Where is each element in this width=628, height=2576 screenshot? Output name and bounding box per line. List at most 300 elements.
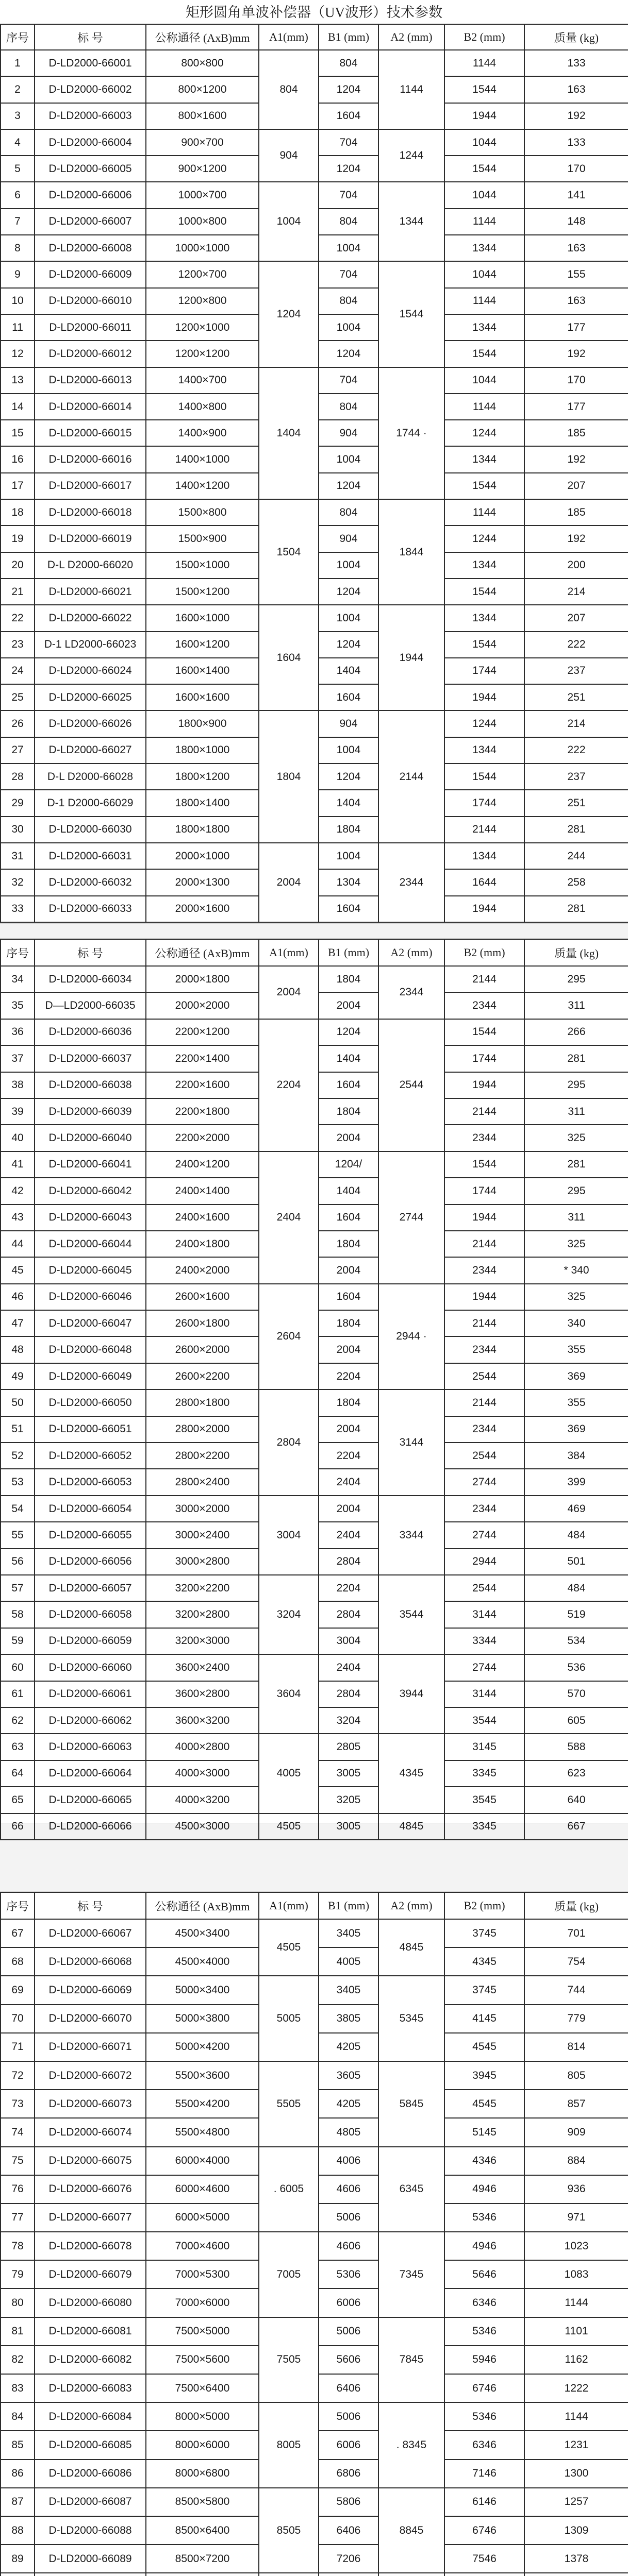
- cell-nominal: 800×1600: [146, 103, 259, 129]
- cell-nominal: 2200×1400: [146, 1045, 259, 1072]
- cell-std: [35, 2573, 146, 2576]
- cell-no: 35: [1, 992, 35, 1019]
- cell-b1: 804: [319, 209, 378, 235]
- cell-b1: 1804: [319, 966, 378, 992]
- cell-b1: 3405: [319, 1976, 378, 2004]
- cell-b1: 1804: [319, 1389, 378, 1416]
- cell-nominal: 5500×4800: [146, 2118, 259, 2146]
- cell-no: 24: [1, 658, 35, 684]
- cell-nominal: 1200×1200: [146, 341, 259, 367]
- cell-nominal: 1400×700: [146, 367, 259, 394]
- cell-b2: 1744: [444, 790, 524, 816]
- cell-mass: 311: [524, 1205, 628, 1231]
- table-row: [1, 2488, 628, 2516]
- cell-a1: 2404: [259, 1151, 319, 1284]
- cell-b1: 1804: [319, 1310, 378, 1336]
- cell-no: 65: [1, 1787, 35, 1813]
- cell-std: D-LD2000-66057: [35, 1575, 146, 1601]
- cell-nominal: 3200×2200: [146, 1575, 259, 1601]
- cell-b1: 6006: [319, 2289, 378, 2317]
- cell-b1: 1004: [319, 605, 378, 631]
- cell-mass: 519: [524, 1601, 628, 1628]
- cell-mass: * 340: [524, 1257, 628, 1283]
- cell-b1: 3805: [319, 2005, 378, 2033]
- cell-b2: 3345: [444, 1814, 524, 1840]
- cell-b1: 5606: [319, 2346, 378, 2374]
- cell-nominal: 900×1200: [146, 156, 259, 182]
- cell-nominal: 8500×6400: [146, 2516, 259, 2545]
- cell-nominal: 7500×5000: [146, 2317, 259, 2346]
- cell-a2: 1944: [378, 605, 444, 710]
- cell-std: D-LD2000-66061: [35, 1681, 146, 1707]
- cell-std: D-LD2000-66021: [35, 579, 146, 605]
- cell-std: D-LD2000-66083: [35, 2374, 146, 2402]
- cell-a2: 2344: [378, 966, 444, 1019]
- cell-no: 26: [1, 710, 35, 737]
- table-row: [1, 1814, 628, 1840]
- cell-std: D-LD2000-66045: [35, 1257, 146, 1283]
- cell-nominal: 4000×3000: [146, 1760, 259, 1787]
- cell-b2: 3945: [444, 2061, 524, 2090]
- cell-b1: 1804: [319, 817, 378, 843]
- cell-b1: [319, 2573, 378, 2576]
- table-row: [1, 966, 628, 992]
- table-row: [1, 2317, 628, 2346]
- cell-mass: 623: [524, 1760, 628, 1787]
- cell-a1: 3004: [259, 1496, 319, 1575]
- cell-no: 86: [1, 2460, 35, 2488]
- cell-std: D-LD2000-66056: [35, 1549, 146, 1575]
- cell-std: D-LD2000-66008: [35, 235, 146, 261]
- cell-b2: 1144: [444, 50, 524, 76]
- cell-b1: 1204/: [319, 1151, 378, 1178]
- cell-b2: 5646: [444, 2260, 524, 2289]
- cell-b1: 6406: [319, 2516, 378, 2545]
- cell-b2: 3144: [444, 1601, 524, 1628]
- cell-mass: 1023: [524, 2232, 628, 2260]
- cell-a2: 2944 ·: [378, 1284, 444, 1390]
- cell-a2: 4345: [378, 1734, 444, 1813]
- cell-a1: 1404: [259, 367, 319, 499]
- cell-mass: 779: [524, 2005, 628, 2033]
- cell-b1: 1204: [319, 1019, 378, 1045]
- cell-b2: 2544: [444, 1363, 524, 1389]
- cell-std: D-LD2000-66019: [35, 526, 146, 552]
- cell-mass: 192: [524, 103, 628, 129]
- cell-std: D-LD2000-66076: [35, 2175, 146, 2204]
- cell-no: 62: [1, 1707, 35, 1734]
- cell-no: 76: [1, 2175, 35, 2204]
- cell-mass: 266: [524, 1019, 628, 1045]
- cell-b1: 3004: [319, 1628, 378, 1654]
- cell-std: D-LD2000-66006: [35, 182, 146, 208]
- cell-std: D-LD2000-66032: [35, 869, 146, 895]
- parameter-table: [0, 24, 628, 923]
- cell-b1: 1204: [319, 579, 378, 605]
- cell-b1: 1004: [319, 737, 378, 764]
- cell-b1: 704: [319, 367, 378, 394]
- cell-b1: 704: [319, 182, 378, 208]
- cell-no: 60: [1, 1654, 35, 1681]
- cell-mass: 534: [524, 1628, 628, 1654]
- cell-b1: 2004: [319, 1125, 378, 1151]
- cell-no: 74: [1, 2118, 35, 2146]
- cell-mass: 501: [524, 1549, 628, 1575]
- cell-std: D-LD2000-66024: [35, 658, 146, 684]
- cell-b2: 2344: [444, 992, 524, 1019]
- cell-b1: 2004: [319, 1416, 378, 1443]
- cell-b2: 1544: [444, 473, 524, 499]
- cell-nominal: 1000×800: [146, 209, 259, 235]
- cell-nominal: 2000×1600: [146, 896, 259, 922]
- cell-std: D-1 LD2000-66023: [35, 632, 146, 658]
- table-row: [1, 605, 628, 631]
- cell-no: [1, 2573, 35, 2576]
- cell-no: 37: [1, 1045, 35, 1072]
- cell-std: D-LD2000-66031: [35, 843, 146, 869]
- cell-std: D-LD2000-66043: [35, 1205, 146, 1231]
- cell-a2: [378, 2573, 444, 2576]
- cell-mass: 1101: [524, 2317, 628, 2346]
- header-mass: 质量 (kg): [524, 939, 628, 966]
- cell-b2: 2144: [444, 1310, 524, 1336]
- cell-b1: 1004: [319, 446, 378, 472]
- cell-b2: 4345: [444, 1947, 524, 1976]
- cell-std: D-LD2000-66018: [35, 499, 146, 526]
- cell-no: 28: [1, 764, 35, 790]
- cell-mass: 192: [524, 446, 628, 472]
- cell-std: D-LD2000-66038: [35, 1072, 146, 1098]
- cell-b1: 1304: [319, 869, 378, 895]
- cell-nominal: 2200×1600: [146, 1072, 259, 1098]
- header-nominal: 公称通径 (AxB)mm: [146, 1892, 259, 1919]
- cell-std: D-LD2000-66060: [35, 1654, 146, 1681]
- cell-no: 59: [1, 1628, 35, 1654]
- cell-nominal: 1400×900: [146, 420, 259, 446]
- cell-mass: 148: [524, 209, 628, 235]
- cell-std: D-LD2000-66042: [35, 1178, 146, 1204]
- cell-nominal: 2800×2400: [146, 1469, 259, 1495]
- cell-b1: 2804: [319, 1681, 378, 1707]
- cell-b2: 6346: [444, 2289, 524, 2317]
- cell-no: 81: [1, 2317, 35, 2346]
- table-row: [1, 499, 628, 526]
- cell-b2: 5346: [444, 2402, 524, 2431]
- cell-b2: 1944: [444, 1205, 524, 1231]
- cell-a2: 1344: [378, 182, 444, 261]
- cell-no: 83: [1, 2374, 35, 2402]
- cell-nominal: 2600×1600: [146, 1284, 259, 1310]
- cell-b1: 904: [319, 420, 378, 446]
- cell-no: 71: [1, 2033, 35, 2061]
- cell-std: D—LD2000-66035: [35, 992, 146, 1019]
- cell-std: D-LD2000-66030: [35, 817, 146, 843]
- cell-std: D-LD2000-66033: [35, 896, 146, 922]
- cell-nominal: 1000×1000: [146, 235, 259, 261]
- cell-nominal: 1600×1400: [146, 658, 259, 684]
- cell-no: 53: [1, 1469, 35, 1495]
- cell-a1: [259, 2573, 319, 2576]
- cell-std: D-LD2000-66089: [35, 2545, 146, 2573]
- cell-b2: 7546: [444, 2545, 524, 2573]
- cell-b2: 1344: [444, 843, 524, 869]
- parameter-table: [0, 1892, 628, 2576]
- cell-b2: 1744: [444, 658, 524, 684]
- cell-nominal: 2600×2000: [146, 1336, 259, 1363]
- cell-no: 8: [1, 235, 35, 261]
- cell-a1: 2204: [259, 1019, 319, 1151]
- cell-a1: 1604: [259, 605, 319, 710]
- cell-no: 25: [1, 684, 35, 710]
- cell-mass: 605: [524, 1707, 628, 1734]
- cell-b2: 1544: [444, 1151, 524, 1178]
- table-row: [1, 843, 628, 869]
- cell-nominal: 4500×4000: [146, 1947, 259, 1976]
- cell-std: D-LD2000-66062: [35, 1707, 146, 1734]
- cell-mass: 1378: [524, 2545, 628, 2573]
- cell-no: 55: [1, 1522, 35, 1548]
- cell-a1: 3204: [259, 1575, 319, 1654]
- cell-b2: 1144: [444, 394, 524, 420]
- cell-std: D-LD2000-66034: [35, 966, 146, 992]
- cell-b1: 1404: [319, 1045, 378, 1072]
- cell-std: D-LD2000-66027: [35, 737, 146, 764]
- cell-nominal: 5500×3600: [146, 2061, 259, 2090]
- cell-a2: 3344: [378, 1496, 444, 1575]
- table-row: [1, 1575, 628, 1601]
- cell-mass: 936: [524, 2175, 628, 2204]
- table-row: [1, 261, 628, 287]
- cell-mass: 222: [524, 737, 628, 764]
- cell-b1: 2004: [319, 1496, 378, 1522]
- cell-std: D-LD2000-66002: [35, 76, 146, 103]
- header-std: 标 号: [35, 24, 146, 50]
- cell-mass: 325: [524, 1231, 628, 1257]
- cell-a2: 1144: [378, 50, 444, 129]
- cell-std: D-LD2000-66026: [35, 710, 146, 737]
- cell-a1: 1804: [259, 710, 319, 842]
- cell-mass: 133: [524, 50, 628, 76]
- cell-a2: 5345: [378, 1976, 444, 2061]
- cell-b2: 1144: [444, 499, 524, 526]
- cell-b2: 5946: [444, 2346, 524, 2374]
- table-row: [1, 2147, 628, 2175]
- cell-b1: 1204: [319, 764, 378, 790]
- cell-nominal: 8500×7200: [146, 2545, 259, 2573]
- cell-b1: 804: [319, 499, 378, 526]
- cell-mass: 588: [524, 1734, 628, 1760]
- cell-mass: 251: [524, 684, 628, 710]
- table-row: [1, 1284, 628, 1310]
- cell-b1: 4606: [319, 2232, 378, 2260]
- cell-b1: 5806: [319, 2488, 378, 2516]
- cell-no: 67: [1, 1919, 35, 1947]
- cell-mass: 325: [524, 1284, 628, 1310]
- cell-b2: 1544: [444, 632, 524, 658]
- cell-b1: 1204: [319, 156, 378, 182]
- cell-nominal: 5000×3400: [146, 1976, 259, 2004]
- cell-std: D-LD2000-66087: [35, 2488, 146, 2516]
- cell-b2: 1544: [444, 1019, 524, 1045]
- cell-nominal: 1600×1600: [146, 684, 259, 710]
- cell-no: 39: [1, 1098, 35, 1125]
- table-row: [1, 1496, 628, 1522]
- cell-no: 48: [1, 1336, 35, 1363]
- cell-b2: 2144: [444, 1389, 524, 1416]
- cell-b2: 4545: [444, 2033, 524, 2061]
- cell-std: D-LD2000-66086: [35, 2460, 146, 2488]
- cell-b1: 4005: [319, 1947, 378, 1976]
- cell-b2: 2144: [444, 1231, 524, 1257]
- cell-nominal: 8000×6800: [146, 2460, 259, 2488]
- cell-a2: 1844: [378, 499, 444, 605]
- cell-a2: 2144: [378, 710, 444, 842]
- cell-no: 78: [1, 2232, 35, 2260]
- table-row: [1, 1019, 628, 1045]
- cell-std: D-LD2000-66013: [35, 367, 146, 394]
- cell-b2: 1644: [444, 869, 524, 895]
- cell-mass: 399: [524, 1469, 628, 1495]
- cell-mass: 222: [524, 632, 628, 658]
- cell-no: 6: [1, 182, 35, 208]
- cell-std: D-LD2000-66058: [35, 1601, 146, 1628]
- cell-no: 36: [1, 1019, 35, 1045]
- cell-nominal: 2000×1800: [146, 966, 259, 992]
- cell-nominal: 800×1200: [146, 76, 259, 103]
- cell-nominal: 3200×2800: [146, 1601, 259, 1628]
- table-row: [1, 1654, 628, 1681]
- cell-mass: 281: [524, 896, 628, 922]
- cell-a2: 5845: [378, 2061, 444, 2147]
- cell-nominal: 1200×700: [146, 261, 259, 287]
- cell-nominal: 1500×900: [146, 526, 259, 552]
- cell-no: 2: [1, 76, 35, 103]
- cell-nominal: 2400×1400: [146, 1178, 259, 1204]
- cell-b2: 1544: [444, 579, 524, 605]
- cell-b2: 2344: [444, 1496, 524, 1522]
- cell-a1: 4505: [259, 1814, 319, 1840]
- cell-b1: 1604: [319, 896, 378, 922]
- cell-nominal: 4500×3400: [146, 1919, 259, 1947]
- cell-no: 5: [1, 156, 35, 182]
- cell-nominal: 2000×1000: [146, 843, 259, 869]
- cell-std: D-LD2000-66014: [35, 394, 146, 420]
- cell-nominal: 3000×2000: [146, 1496, 259, 1522]
- cell-std: D-LD2000-66047: [35, 1310, 146, 1336]
- cell-nominal: 7000×4600: [146, 2232, 259, 2260]
- cell-std: D-LD2000-66009: [35, 261, 146, 287]
- cell-b2: 3145: [444, 1734, 524, 1760]
- cell-mass: 281: [524, 1151, 628, 1178]
- cell-std: D-LD2000-66073: [35, 2090, 146, 2118]
- cell-nominal: 2200×1200: [146, 1019, 259, 1045]
- cell-b1: 904: [319, 526, 378, 552]
- cell-std: D-LD2000-66025: [35, 684, 146, 710]
- cell-nominal: 7500×6400: [146, 2374, 259, 2402]
- header-a1: A1(mm): [259, 1892, 319, 1919]
- cell-a2: 3944: [378, 1654, 444, 1734]
- cell-std: D-LD2000-66050: [35, 1389, 146, 1416]
- cell-mass: 1144: [524, 2402, 628, 2431]
- cell-b2: 7146: [444, 2460, 524, 2488]
- cell-mass: 155: [524, 261, 628, 287]
- cell-nominal: 1200×800: [146, 288, 259, 314]
- cell-no: 27: [1, 737, 35, 764]
- cell-mass: 484: [524, 1575, 628, 1601]
- cell-std: D-LD2000-66084: [35, 2402, 146, 2431]
- cell-no: 41: [1, 1151, 35, 1178]
- cell-no: 12: [1, 341, 35, 367]
- header-nominal: 公称通径 (AxB)mm: [146, 939, 259, 966]
- cell-b2: 1944: [444, 684, 524, 710]
- cell-std: D-LD2000-66051: [35, 1416, 146, 1443]
- cell-a1: 2004: [259, 843, 319, 922]
- cell-b1: 1404: [319, 658, 378, 684]
- cell-b1: 3005: [319, 1814, 378, 1840]
- cell-no: 16: [1, 446, 35, 472]
- cell-no: 87: [1, 2488, 35, 2516]
- cell-no: 42: [1, 1178, 35, 1204]
- cell-b2: 1344: [444, 446, 524, 472]
- cell-no: 3: [1, 103, 35, 129]
- cell-no: 43: [1, 1205, 35, 1231]
- cell-no: 82: [1, 2346, 35, 2374]
- cell-mass: 1231: [524, 2431, 628, 2459]
- cell-nominal: 1500×800: [146, 499, 259, 526]
- cell-mass: 805: [524, 2061, 628, 2090]
- cell-b1: 1804: [319, 1231, 378, 1257]
- cell-mass: 295: [524, 1072, 628, 1098]
- cell-b1: 2404: [319, 1522, 378, 1548]
- cell-nominal: 6000×4600: [146, 2175, 259, 2204]
- cell-b1: 1004: [319, 314, 378, 341]
- cell-no: 32: [1, 869, 35, 895]
- cell-no: 73: [1, 2090, 35, 2118]
- cell-std: D-LD2000-66049: [35, 1363, 146, 1389]
- cell-nominal: 5500×4200: [146, 2090, 259, 2118]
- cell-mass: 701: [524, 1919, 628, 1947]
- cell-mass: 1257: [524, 2488, 628, 2516]
- cell-nominal: 2600×2200: [146, 1363, 259, 1389]
- cell-b1: 3405: [319, 1919, 378, 1947]
- cell-b2: 2744: [444, 1654, 524, 1681]
- cell-a1: 8505: [259, 2488, 319, 2573]
- cell-std: D-LD2000-66011: [35, 314, 146, 341]
- cell-b1: 2204: [319, 1575, 378, 1601]
- cell-no: 4: [1, 129, 35, 156]
- cell-a1: 7505: [259, 2317, 319, 2403]
- cell-a1: 8005: [259, 2402, 319, 2488]
- cell-std: D-LD2000-66081: [35, 2317, 146, 2346]
- cell-b2: 1144: [444, 209, 524, 235]
- cell-nominal: 3200×3000: [146, 1628, 259, 1654]
- cell-b2: 5145: [444, 2118, 524, 2146]
- cell-no: 57: [1, 1575, 35, 1601]
- cell-nominal: 3000×2400: [146, 1522, 259, 1548]
- cell-a1: 5005: [259, 1976, 319, 2061]
- cell-nominal: 1800×1200: [146, 764, 259, 790]
- cell-mass: 1162: [524, 2346, 628, 2374]
- cell-nominal: 4000×2800: [146, 1734, 259, 1760]
- cell-no: 49: [1, 1363, 35, 1389]
- cell-a2: 2344: [378, 843, 444, 922]
- cell-b2: 2944: [444, 1549, 524, 1575]
- parameter-table: [0, 939, 628, 1840]
- cell-b1: 1204: [319, 341, 378, 367]
- cell-mass: 163: [524, 288, 628, 314]
- cell-mass: 369: [524, 1416, 628, 1443]
- cell-nominal: 1600×1000: [146, 605, 259, 631]
